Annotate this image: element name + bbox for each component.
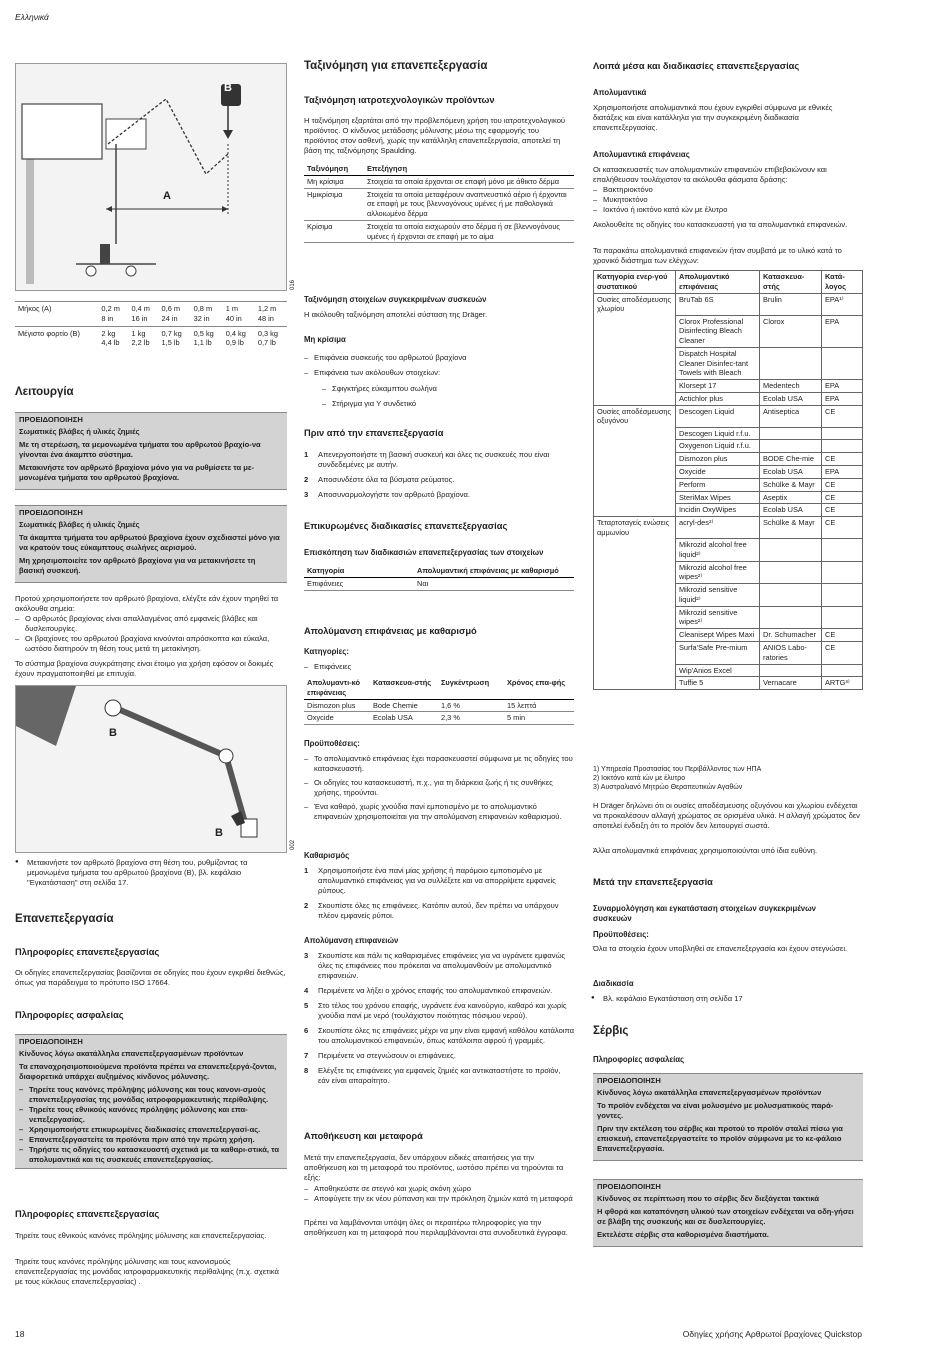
device-classification-heading: Ταξινόμηση στοιχείων συγκεκριμένων συσκευών	[304, 295, 487, 304]
table-cell	[594, 606, 676, 629]
table-header: Κατασκευα-στής	[370, 677, 438, 699]
agents-table	[593, 270, 863, 690]
table-cell: 2 kg 4,4 lb	[98, 326, 128, 350]
table-cell: Ecolab USA	[760, 466, 822, 479]
table-cell: Oxygenon Liquid r.f.u.	[676, 440, 760, 453]
step-item: 3 Σκουπίστε και πάλι τις καθαρισμένες επιφάνειες για να υγράνετε εμφανώς όλες τις επιφάνειες που πρόκειται να απολυμανθούν με απολυμαντικό επιφανειών.	[304, 951, 566, 981]
classification-text: Η ταξινόμηση εξαρτάται από την προβλεπόμενη χρήση του ιατροτεχνολογικού προϊόντος. Ο κίνδυνος μετάδοσης μόλυνσης μέσω της εφαρμογής του προϊόντος στον ασθενή, χωρίς την κατάλληλη επανεπεξεργασία, αποτελεί τη βάση της ταξινόμησης Spaulding.	[304, 116, 566, 156]
list-item: – Οι οδηγίες του κατασκευαστή, π.χ., για τη διάρκεια ζωής ή τις συνθήκες χρήσης, τηρούνται.	[304, 778, 574, 798]
table-cell: Medentech	[760, 380, 822, 393]
table-row	[594, 347, 863, 379]
prerequisites-list	[304, 754, 574, 822]
table-cell	[760, 584, 822, 607]
warning-title: ΠΡΟΕΙΔΟΠΟΙΗΣΗ	[597, 1182, 661, 1191]
table-row	[594, 427, 863, 440]
table-row	[594, 405, 863, 427]
list-item: – Το απολυμαντικό επιφάνειας έχει παρασκευαστεί σύμφωνα με τις οδηγίες του κατασκευαστή.	[304, 754, 574, 774]
label-b: B	[109, 727, 117, 739]
table-header: Απολυμαντικό επιφάνειας	[676, 271, 760, 294]
table-cell: Surfa'Safe Pre-mium	[676, 642, 760, 665]
table-cell	[594, 584, 676, 607]
table-cell: Mikrozid alcohol free wipes²⁾	[676, 561, 760, 584]
list-item: – Οι βραχίονες του αρθρωτού βραχίονα κινούνται απρόσκοπτα και εύκαλα, ωστόσο διατηρούν τη θέση τους μετά τη μετακίνηση.	[15, 634, 287, 654]
noncritical-heading: Μη κρίσιμα	[304, 335, 346, 344]
table-row	[15, 326, 287, 350]
reprocessing-info-heading-2: Πληροφορίες επανεπεξεργασίας	[15, 1209, 160, 1219]
warning-box-1	[15, 412, 287, 490]
table-row	[594, 380, 863, 393]
reprocessing-info-heading: Πληροφορίες επανεπεξεργασίας	[15, 947, 160, 957]
table-cell: Clorox	[760, 315, 822, 347]
table-row	[304, 188, 574, 220]
procedure-text: ● Βλ. κεφάλαιο Εγκατάσταση στη σελίδα 17	[603, 994, 743, 1004]
table-cell: Dismozon plus	[676, 453, 760, 466]
table-cell: BruTab 6S	[676, 293, 760, 315]
table-header: Ταξινόμηση	[304, 163, 364, 175]
noncritical-list	[304, 350, 574, 380]
table-cell	[822, 584, 863, 607]
footnote: 2) Ιοκτόνο κατά ιών με έλυτρο	[593, 774, 686, 782]
drager-statement: Η Dräger δηλώνει ότι οι ουσίες αποδέσμευσης οξυγόνου και χλωρίου ενδέχεται να προκαλέσουν αλλαγή χρώματος σε ορισμένα υλικά. Η αλλαγή χρώματος δεν αποτελεί ένδειξη ότι το προϊόν δεν λειτουργεί σωστά.	[593, 801, 860, 831]
table-cell	[822, 664, 863, 677]
table-cell	[594, 440, 676, 453]
table-header: Κατασκευα-στής	[760, 271, 822, 294]
warning-title: ΠΡΟΕΙΔΟΠΟΙΗΣΗ	[19, 508, 83, 517]
table-cell: Oxycide	[676, 466, 760, 479]
spaulding-table	[304, 163, 574, 243]
table-cell: 5 min	[504, 712, 574, 725]
table-cell: EPA¹⁾	[822, 293, 863, 315]
surface-disinfection-subheading: Απολύμανση επιφανειών	[304, 936, 399, 945]
table-header: Επεξήγηση	[364, 163, 574, 175]
warning-text: Εκτελέστε σέρβις στα καθορισμένα διαστήματα.	[597, 1230, 769, 1240]
table-cell: 1,2 m 48 in	[255, 302, 287, 327]
table-row	[594, 606, 863, 629]
table-cell	[760, 427, 822, 440]
disinfectants-text: Χρησιμοποιήστε απολυμαντικά που έχουν εγκριθεί σύμφωνα με εθνικές διατάξεις και είναι κατάλληλα για την συγκεκριμένη διαδικασία επανεπεξεργασίας.	[593, 103, 833, 133]
table-cell: Ecolab USA	[760, 392, 822, 405]
table-cell: Μη κρίσιμα	[304, 175, 364, 188]
list-item: – Επανεπεξεργαστείτε τα προϊόντα πριν από την πρώτη χρήση.	[19, 1135, 255, 1145]
pre-use-intro: Προτού χρησιμοποιήσετε τον αρθρωτό βραχίονα, ελέγξτε εάν έχουν τηρηθεί τα ακόλουθα σημεία:	[15, 594, 279, 614]
surface-disinfection-heading: Απολύμανση επιφάνειας με καθαρισμό	[304, 626, 477, 636]
storage-note: Πρέπει να λαμβάνονται υπόψη όλες οι περαιτέρω πληροφορίες για την αποθήκευση και τη μεταφορά που περιλαμβάνονται στα συνοδευτικά έγγραφα.	[304, 1218, 568, 1238]
warning-text: Πριν την εκτέλεση του σέρβις και προτού το προϊόν σταλεί πίσω για επισκευή, επανεπεξεργαστείτε το προϊόν σύμφωνα με το κε-φάλαιο Επανεπεξεργασία.	[597, 1124, 843, 1154]
table-cell: EPA	[822, 315, 863, 347]
table-header: Χρόνος επα-φής	[504, 677, 574, 699]
noncritical-sublist	[322, 381, 572, 411]
step-item: 4 Περιμένετε να λήξει ο χρόνος επαφής του απολυμαντικού επιφανειών.	[304, 986, 553, 996]
label-a: A	[163, 190, 171, 202]
table-cell	[594, 478, 676, 491]
table-cell	[822, 606, 863, 629]
service-safety-heading: Πληροφορίες ασφαλείας	[593, 1055, 685, 1064]
table-cell: EPA	[822, 466, 863, 479]
table-cell: 0,3 kg 0,7 lb	[255, 326, 287, 350]
table-cell: CE	[822, 504, 863, 517]
table-row	[594, 440, 863, 453]
table-cell	[594, 380, 676, 393]
table-cell	[594, 677, 676, 690]
reprocessing-heading: Επανεπεξεργασία	[15, 913, 114, 925]
table-row	[594, 677, 863, 690]
table-cell: Aseptix	[760, 491, 822, 504]
disinfectants-heading: Απολυμαντικά	[593, 88, 647, 97]
footnote: 1) Υπηρεσία Προστασίας του Περιβάλλοντος των ΗΠΑ	[593, 766, 762, 773]
after-reprocessing-heading: Μετά την επανεπεξεργασία	[593, 877, 713, 887]
table-cell: Mikrozid alcohol free liquid²⁾	[676, 539, 760, 562]
label-b: B	[224, 82, 232, 94]
table-cell	[594, 453, 676, 466]
table-cell	[822, 427, 863, 440]
table-cell: CE	[822, 478, 863, 491]
table-cell	[594, 491, 676, 504]
storage-heading: Αποθήκευση και μεταφορά	[304, 1131, 423, 1141]
table-cell	[594, 642, 676, 665]
table-cell: 2,3 %	[438, 712, 504, 725]
warning-text: Το προϊόν ενδέχεται να είναι μολυσμένο με μολυσματικούς παρά-γοντες.	[597, 1101, 834, 1121]
table-cell: CE	[822, 453, 863, 466]
table-cell	[822, 539, 863, 562]
service-heading: Σέρβις	[593, 1025, 629, 1037]
table-header: Απολυμαντι-κό επιφάνειας	[304, 677, 370, 699]
warning-text: Η φθορά και καταπόνηση υλικού των στοιχείων ενδέχεται να οδη-γήσει σε βλάβη της συσκευής και σε δυσλειτουργίες.	[597, 1207, 854, 1227]
reprocessing-rules-text: Τηρείτε τους κανόνες πρόληψης μόλυνσης και τους κανονισμούς επανεπεξεργασίας της μονάδας ιατροφαρμακευτικής περίθαλψης (π.χ. σχετικά με τους κύκλους επανεπεξεργασίας) .	[15, 1257, 279, 1287]
table-cell	[822, 561, 863, 584]
table-cell: ANIOS Labo-ratories	[760, 642, 822, 665]
warning-box-3	[15, 1034, 287, 1169]
footnotes	[593, 766, 761, 792]
pre-use-checks	[15, 614, 287, 654]
table-cell: Schülke & Mayr	[760, 478, 822, 491]
table-cell: acryl-des²⁾	[676, 517, 760, 539]
warning-text: Με τη στερέωση, τα μεμονωμένα τμήματα του αρθρωτού βραχίο-να γίνονται ένα άκαμπτο σύστημα.	[19, 440, 261, 460]
table-header: Απολυμαντική επιφάνειας με καθαρισμό	[414, 565, 574, 577]
list-item: – Αποφύγετε την εκ νέου ρύπανση και την πρόκληση ζημιών κατά τη μεταφορά	[304, 1194, 574, 1204]
warning-subtitle: Κίνδυνος λόγω ακατάλληλα επανεπεξεργασμένων προϊόντων	[597, 1088, 822, 1098]
step-item: 8 Ελέγξτε τις επιφάνειες για εμφανείς ζημιές και αντικαταστήστε το προϊόν, εάν είναι απαραίτητο.	[304, 1066, 561, 1086]
warning-subtitle: Σωματικές βλάβες ή υλικές ζημιές	[19, 520, 140, 530]
storage-text: Μετά την επανεπεξεργασία, δεν υπάρχουν ειδικές απαιτήσεις για την αποθήκευση και τη μεταφορά του προϊόντος, ωστόσο πρέπει να τηρούνται τα εξής:	[304, 1153, 564, 1183]
list-item: – Επιφάνεια των ακόλουθων στοιχείων:	[304, 365, 574, 380]
table-cell	[594, 347, 676, 379]
table-cell: CE	[822, 629, 863, 642]
table-header: Κατά-λογος	[822, 271, 863, 294]
operation-heading: Λειτουργία	[15, 386, 74, 398]
table-row	[594, 642, 863, 665]
table-row	[304, 712, 574, 725]
warning-subtitle: Κίνδυνος σε περίπτωση που το σέρβις δεν διεξάγεται τακτικά	[597, 1194, 820, 1204]
footnote: 3) Αυστραλιανό Μητρώο Θεραπευτικών Αγαθών	[593, 783, 743, 791]
table-cell: Ημικρίσιμα	[304, 188, 364, 220]
table-cell	[760, 606, 822, 629]
table-cell	[594, 504, 676, 517]
table-cell: Incidin OxyWipes	[676, 504, 760, 517]
list-item: – Μυκητοκτόνο	[593, 195, 863, 205]
table-cell: ARTG³⁾	[822, 677, 863, 690]
table-cell	[594, 392, 676, 405]
table-cell: Clorox Professional Disinfecting Bleach Cleaner	[676, 315, 760, 347]
list-item: – Ένα καθαρό, χωρίς χνούδια πανί εμποτισμένο με το απολυμαντικό επιφανειών χρησιμοποιείται για την απολύμανση επιφανειών καθαρισμού.	[304, 802, 574, 822]
reprocessing-info-text: Οι οδηγίες επανεπεξεργασίας βασίζονται σε οδηγίες που έχουν εγκριθεί διεθνώς, όπως για παράδειγμα το πρότυπο ISO 17664.	[15, 968, 286, 988]
table-row	[594, 453, 863, 466]
table-cell: Antiseptica	[760, 405, 822, 427]
table-row	[594, 466, 863, 479]
table-row	[304, 699, 574, 712]
disinfection-steps	[304, 951, 574, 1091]
cleaning-heading: Καθαρισμός	[304, 851, 350, 860]
table-row	[594, 517, 863, 539]
table-cell: Ecolab USA	[370, 712, 438, 725]
step-item: 7 Περιμένετε να στεγνώσουν οι επιφάνειες.	[304, 1051, 456, 1061]
prerequisites-heading: Προϋποθέσεις:	[304, 739, 360, 748]
warning-title: ΠΡΟΕΙΔΟΠΟΙΗΣΗ	[19, 1037, 83, 1046]
table-row	[594, 584, 863, 607]
step-item: 1 Χρησιμοποιήστε ένα πανί μίας χρήσης ή παρόμοιο εμποτισμένο με απολυμαντικό επιφάνειας για να συλλέξετε και να απορρίψετε εμφανείς ρύπους.	[304, 866, 556, 896]
page-number: 18	[15, 1329, 25, 1339]
warning-title: ΠΡΟΕΙΔΟΠΟΙΗΣΗ	[19, 415, 83, 424]
warning-box-2	[15, 505, 287, 583]
table-cell	[594, 539, 676, 562]
figure-arm-dimensions	[15, 63, 296, 291]
table-cell: 0,6 m 24 in	[159, 302, 191, 327]
table-cell: 0,8 m 32 in	[191, 302, 223, 327]
table-cell	[760, 440, 822, 453]
table-cell	[760, 347, 822, 379]
table-row	[594, 561, 863, 584]
table-cell: 1 m 40 in	[223, 302, 255, 327]
table-cell: Tuffie 5	[676, 677, 760, 690]
table-cell: CE	[822, 517, 863, 539]
categories-list	[304, 662, 351, 672]
table-cell: Cleanisept Wipes Maxi	[676, 629, 760, 642]
table-cell: EPA	[822, 380, 863, 393]
warning-subtitle: Κίνδυνος λόγω ακατάλληλα επανεπεξεργασμένων προϊόντων	[19, 1049, 244, 1059]
table-cell: Wip'Anios Excel	[676, 664, 760, 677]
figure-arm-position	[15, 685, 296, 853]
table-cell	[822, 440, 863, 453]
list-item: – Βακτηριοκτόνο	[593, 185, 863, 195]
table-row	[594, 491, 863, 504]
table-cell: 0,4 m 16 in	[128, 302, 158, 327]
disinfectant-table	[304, 677, 574, 725]
table-row	[594, 539, 863, 562]
device-classification-text: Η ακόλουθη ταξινόμηση αποτελεί σύσταση της Dräger.	[304, 310, 488, 319]
before-steps	[304, 450, 574, 505]
list-item: – Τηρήστε τις οδηγίες του κατασκευαστή σχετικά με τα καθαρι-στικά, τα απολυμαντικά και τις συσκευές επανεπεξεργασίας.	[19, 1145, 279, 1165]
classification-heading: Ταξινόμηση για επανεπεξεργασία	[304, 60, 488, 72]
list-item: – Σφιγκτήρες εύκαμπτου σωλήνα	[322, 381, 572, 396]
table-cell	[594, 664, 676, 677]
table-row	[15, 302, 287, 327]
prerequisites-heading: Προϋποθέσεις:	[593, 930, 649, 939]
other-agents-text: Άλλα απολυμαντικά επιφάνειας χρησιμοποιούνται υπό ίδια ευθύνη.	[593, 846, 818, 855]
list-item: – Επιφάνεια συσκευής του αρθρωτού βραχίονα	[304, 350, 574, 365]
table-cell: Bode Chemie	[370, 699, 438, 712]
table-cell: Στοιχεία τα οποία μεταφέρουν αναπνευστικό αέριο ή έρχονται σε επαφή με τους βλεννογόνους υμένες ή με παθολογικά αλλοιωμένο δέρμα	[364, 188, 574, 220]
step-item: 6 Σκουπίστε όλες τις επιφάνειες μέχρι να μην είναι εμφανή καθόλου κατάλοιπα του απολυμαντικού επιφανειών, όπως κατάλοιπα αφρού ή γραμμές.	[304, 1026, 574, 1046]
list-item: – Αποθηκεύστε σε στεγνό και χωρίς σκόνη χώρο	[304, 1184, 574, 1194]
step-item: 2 Αποσυνδέστε όλα τα βύσματα ρεύματος.	[304, 475, 455, 485]
table-cell: Μήκος (A)	[15, 302, 98, 327]
table-cell: Vernacare	[760, 677, 822, 690]
table-row	[594, 629, 863, 642]
table-row	[594, 664, 863, 677]
table-row: Επιφάνειες Ναι	[304, 577, 574, 590]
storage-list	[304, 1184, 574, 1204]
table-cell: 1,6 %	[438, 699, 504, 712]
spectra-list	[593, 185, 863, 215]
list-item: – Τηρείτε τους κανόνες πρόληψης μόλυνσης και τους κανονι-σμούς επανεπεξεργασίας της μονάδας ιατροφαρμακευτικής περίθαλψης.	[19, 1085, 269, 1105]
table-cell: 0,7 kg 1,5 lb	[159, 326, 191, 350]
table-cell: Perform	[676, 478, 760, 491]
table-cell: Mikrozid sensitive liquid²⁾	[676, 584, 760, 607]
table-cell: Τεταρτοταγείς ενώσεις αμμωνίου	[594, 517, 676, 539]
table-row	[304, 175, 574, 188]
table-cell	[760, 664, 822, 677]
warning-list	[19, 1085, 283, 1165]
table-cell	[594, 466, 676, 479]
ready-text: Το σύστημα βραχίονα συγκράτησης είναι έτοιμο για χρήση εφόσον οι δοκιμές έχουν πραγματοποιηθεί με επιτυχία.	[15, 659, 274, 679]
table-row	[594, 315, 863, 347]
table-cell: 0,4 kg 0,9 lb	[223, 326, 255, 350]
table-cell	[760, 539, 822, 562]
overview-heading: Επισκόπηση των διαδικασιών επανεπεξεργασίας των στοιχείων	[304, 548, 544, 557]
table-cell	[594, 315, 676, 347]
label-b: B	[215, 827, 223, 839]
arm-dimension-drawing	[16, 64, 286, 290]
table-cell: Dismozon plus	[304, 699, 370, 712]
table-cell: 0,2 m 8 in	[98, 302, 128, 327]
step-item: 2 Σκουπίστε όλες τις επιφάνειες. Κατόπιν αυτού, δεν πρέπει να υπάρχουν πλέον εμφανείς ρύποι.	[304, 901, 559, 921]
table-cell: BODE Che-mie	[760, 453, 822, 466]
warning-text: Τα άκαμπτα τμήματα του αρθρωτού βραχίονα έχουν σχεδιαστεί μόνο για να κρατούν τους εύκαμπτους σωλήνες αερισμού.	[19, 533, 280, 553]
language-label: Ελληνικά	[15, 12, 49, 22]
table-cell: SteriMax Wipes	[676, 491, 760, 504]
validated-procedures-heading: Επικυρωμένες διαδικασίες επανεπεξεργασίας	[304, 521, 508, 531]
step-item: 5 Στο τέλος του χρόνου επαφής, υγράνετε ένα καινούργιο, καθαρό και χωρίς χνούδια πανί με νερό (τουλάχιστον ποιότητας πόσιμου νερού).	[304, 1001, 567, 1021]
table-row	[304, 220, 574, 243]
categories-heading: Κατηγορίες:	[304, 647, 349, 656]
table-cell: CE	[822, 405, 863, 427]
footer-title: Οδηγίες χρήσης Αρθρωτοί βραχίονες Quickstop	[682, 1329, 862, 1339]
compatibility-text: Τα παρακάτω απολυμαντικά επιφανειών ήταν συμβατά με το υλικό κατά το χρονικό διάστημα των ελέγχων:	[593, 246, 842, 266]
warning-box-4	[593, 1073, 863, 1161]
assembly-heading: Συναρμολόγηση και εγκατάσταση στοιχείων συγκεκριμένων συσκευών	[593, 904, 817, 924]
list-item: – Στήριγμα για Y συνδετικό	[322, 396, 572, 411]
table-cell: 15 λεπτά	[504, 699, 574, 712]
table-row	[594, 478, 863, 491]
list-item: – Επιφάνειες	[304, 662, 351, 672]
arm-position-drawing	[16, 686, 286, 852]
table-row	[594, 293, 863, 315]
warning-subtitle: Σωματικές βλάβες ή υλικές ζημιές	[19, 427, 140, 437]
table-cell: Descogen Liquid r.f.u.	[676, 427, 760, 440]
table-cell: Oxycide	[304, 712, 370, 725]
table-cell: Brulin	[760, 293, 822, 315]
safety-info-heading: Πληροφορίες ασφαλείας	[15, 1010, 124, 1020]
list-item: – Ο αρθρωτός βραχίονας είναι απαλλαγμένος από εμφανείς βλάβες και δυσλειτουργίες.	[15, 614, 287, 634]
cleaning-steps	[304, 866, 574, 926]
table-header: Κατηγορία	[304, 565, 414, 577]
classification-medical-heading: Ταξινόμηση ιατροτεχνολογικών προϊόντων	[304, 95, 495, 105]
table-cell: Dr. Schumacher	[760, 629, 822, 642]
surface-disinfectants-text: Οι κατασκευαστές των απολυμαντικών επιφανειών επιβεβαιώνουν και επαλήθευσαν τουλάχιστον τα ακόλουθα φάσματα δράσης:	[593, 165, 827, 185]
table-header: Συγκέντρωση	[438, 677, 504, 699]
table-cell: Μέγιστο φορτίο (B)	[15, 326, 98, 350]
figure-number: 016	[290, 279, 296, 290]
figure-number: 002	[290, 839, 296, 850]
table-cell	[822, 347, 863, 379]
table-cell: Klorsept 17	[676, 380, 760, 393]
table-cell: CE	[822, 642, 863, 665]
follow-instructions-text: Ακολουθείτε τις οδηγίες του κατασκευαστή για τα απολυμαντικά επιφανειών.	[593, 220, 848, 229]
table-cell: Schülke & Mayr	[760, 517, 822, 539]
surface-disinfectants-heading: Απολυμαντικά επιφάνειας	[593, 150, 690, 159]
table-cell	[594, 561, 676, 584]
table-row	[594, 392, 863, 405]
warning-title: ΠΡΟΕΙΔΟΠΟΙΗΣΗ	[597, 1076, 661, 1085]
overview-table	[304, 565, 574, 591]
list-item: – Τηρείτε τους εθνικούς κανόνες πρόληψης μόλυνσης και επα-νεπεξεργασίας.	[19, 1105, 248, 1125]
table-cell: Στοιχεία τα οποία εισχωρούν στο δέρμα ή σε βλεννογόνους υμένες ή έρχονται σε επαφή με το αίμα	[364, 220, 574, 243]
list-item: – Χρησιμοποιήστε επικυρωμένες διαδικασίες επανεπεξεργασί-ας.	[19, 1125, 261, 1135]
table-cell: Mikrozid sensitive wipes²⁾	[676, 606, 760, 629]
table-cell: Στοιχεία τα οποία έρχονται σε επαφή μόνο με άθικτο δέρμα	[364, 175, 574, 188]
size-load-table	[15, 301, 287, 350]
table-cell	[594, 427, 676, 440]
table-cell: Ουσίες αποδέσμευσης χλωρίου	[594, 293, 676, 315]
warning-text: Τα επαναχρησιμοποιούμενα προϊόντα πρέπει να επανεπεξεργά-ζονται, διαφορετικά υπάρχει αυξημένος κίνδυνος μόλυνσης.	[19, 1062, 277, 1082]
warning-text: Μετακινήστε τον αρθρωτό βραχίονα μόνο για να ρυθμίσετε τα με-μονωμένα τμήματα του αρθρωτού βραχίονα.	[19, 463, 255, 483]
table-cell: EPA	[822, 392, 863, 405]
table-cell: Κρίσιμα	[304, 220, 364, 243]
table-cell: Ecolab USA	[760, 504, 822, 517]
table-cell: Descogen Liquid	[676, 405, 760, 427]
table-header: Κατηγορία ενερ-γού συστατικού	[594, 271, 676, 294]
table-cell: 0,5 kg 1,1 lb	[191, 326, 223, 350]
list-item: – Ιοκτόνο ή ιοκτόνο κατά ιών με έλυτρο	[593, 205, 863, 215]
move-instruction: ● Μετακινήστε τον αρθρωτό βραχίονα στη θέση του, ρυθμίζοντας τα μεμονωμένα τμήματα του αρθρωτού βραχίονα (B), βλ. κεφάλαιο "Εγκατάσταση" στη σελίδα 17.	[27, 858, 283, 888]
prerequisites-text: Όλα τα στοιχεία έχουν υποβληθεί σε επανεπεξεργασία και έχουν στεγνώσει.	[593, 944, 848, 953]
reprocessing-rules-text: Τηρείτε τους εθνικούς κανόνες πρόληψης μόλυνσης και επανεπεξεργασίας.	[15, 1231, 267, 1240]
table-row	[594, 504, 863, 517]
before-reprocessing-heading: Πριν από την επανεπεξεργασία	[304, 428, 444, 438]
warning-box-5	[593, 1179, 863, 1247]
step-item: 1 Απενεργοποιήστε τη βασική συσκευή και όλες τις συσκευές που είναι συνδεδεμένες με αυτήν.	[304, 450, 550, 470]
procedure-heading: Διαδικασία	[593, 979, 634, 988]
table-cell: 1 kg 2,2 lb	[128, 326, 158, 350]
table-cell: Dispatch Hospital Cleaner Disinfec-tant Towels with Bleach	[676, 347, 760, 379]
table-cell: Ουσίες αποδέσμευσης οξυγόνου	[594, 405, 676, 427]
table-cell	[594, 629, 676, 642]
table-cell: CE	[822, 491, 863, 504]
warning-text: Μη χρησιμοποιείτε τον αρθρωτό βραχίονα για να μετακινήσετε τη βασική συσκευή.	[19, 556, 256, 576]
table-cell	[760, 561, 822, 584]
table-cell: Actichlor plus	[676, 392, 760, 405]
step-item: 3 Αποσυναρμολογήστε τον αρθρωτό βραχίονα.	[304, 490, 471, 500]
other-agents-heading: Λοιπά μέσα και διαδικασίες επανεπεξεργασίας	[593, 61, 800, 71]
